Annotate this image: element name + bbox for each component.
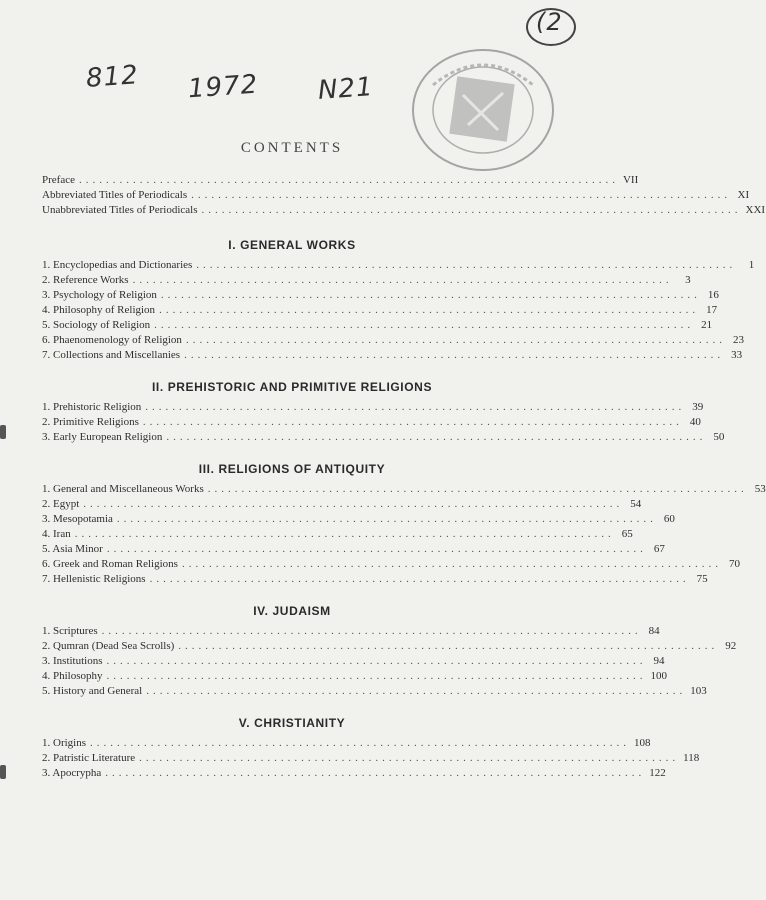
toc-page-number: 103: [690, 685, 707, 697]
toc-page-number: 60: [663, 513, 675, 525]
dot-leader: ................................................................................: [145, 401, 686, 413]
dot-leader: ................................................................................: [160, 289, 701, 301]
toc-entry-row: [42, 640, 737, 655]
toc-page-number: 118: [683, 752, 700, 764]
toc-page-number: 23: [732, 334, 744, 346]
dot-leader: ................................................................................: [178, 640, 719, 652]
toc-page-number: 65: [621, 528, 633, 540]
handwritten-corner-mark: (2: [536, 8, 563, 36]
toc-page-number: 92: [725, 640, 737, 652]
dot-leader: ................................................................................: [181, 558, 722, 570]
dot-leader: ................................................................................: [74, 528, 615, 540]
dot-leader: ................................................................................: [105, 767, 646, 779]
toc-page-number: 21: [701, 319, 713, 331]
toc-entry-title: 4. Iran: [42, 528, 71, 540]
toc-entry-row: [42, 655, 665, 670]
dot-leader: ................................................................................: [196, 259, 737, 271]
toc-page-number: 1: [748, 259, 755, 271]
toc-entry-title: 1. General and Miscellaneous Works: [42, 483, 204, 495]
toc-entry-title: 1. Encyclopedias and Dictionaries: [42, 259, 193, 271]
toc-page-number: 75: [696, 573, 708, 585]
toc-entry-title: 3. Institutions: [42, 655, 103, 667]
toc-page-number: 122: [649, 767, 666, 779]
toc-page-number: 53: [754, 483, 766, 495]
toc-entry-title: Preface: [42, 174, 75, 186]
section-heading: II. PREHISTORIC AND PRIMITIVE RELIGIONS: [151, 380, 433, 394]
toc-page-number: VII: [622, 174, 639, 186]
toc-entry-row: [42, 752, 700, 767]
toc-page-number: 39: [692, 401, 704, 413]
toc-page-number: XXI: [745, 204, 766, 216]
toc-front-matter-row: [42, 189, 750, 204]
toc-page-number: 70: [728, 558, 740, 570]
toc-entry-title: 2. Egypt: [42, 498, 80, 510]
toc-page-number: 3: [685, 274, 691, 286]
toc-entry-row: [42, 543, 665, 558]
toc-front-matter-row: [42, 174, 639, 189]
toc-entry-row: [42, 334, 744, 349]
handwritten-note-year: 1972: [187, 69, 260, 105]
dot-leader: ................................................................................: [106, 655, 647, 667]
dot-leader: ................................................................................: [159, 304, 700, 316]
section-heading: IV. JUDAISM: [253, 604, 331, 618]
toc-entry-title: 6. Phaenomenology of Religion: [42, 334, 182, 346]
dot-leader: ................................................................................: [146, 685, 687, 697]
toc-page-number: 100: [650, 670, 668, 682]
toc-entry-row: [42, 573, 708, 588]
dot-leader: ................................................................................: [101, 625, 642, 637]
toc-page-number: 67: [653, 543, 665, 555]
toc-entry-title: 2. Primitive Religions: [42, 416, 139, 428]
toc-page-number: 40: [689, 416, 701, 428]
toc-entry-title: 5. Asia Minor: [42, 543, 103, 555]
toc-entry-title: 5. Sociology of Religion: [42, 319, 151, 331]
dot-leader: ................................................................................: [191, 189, 732, 201]
dot-leader: ................................................................................: [106, 543, 647, 555]
toc-entry-row: [42, 498, 642, 513]
dot-leader: ................................................................................: [116, 513, 657, 525]
toc-entry-row: [42, 349, 743, 364]
toc-entry-title: 5. History and General: [42, 685, 143, 697]
toc-entry-row: [42, 259, 755, 274]
toc-entry-row: [42, 625, 660, 640]
dot-leader: ................................................................................: [106, 670, 647, 682]
section-heading: V. CHRISTIANITY: [238, 716, 346, 730]
page-title: CONTENTS: [240, 140, 344, 156]
dot-leader: ................................................................................: [139, 752, 680, 764]
toc-page-number: XI: [737, 189, 750, 201]
toc-entry-row: [42, 319, 713, 334]
toc-page-number: 33: [731, 349, 743, 361]
section-heading: I. GENERAL WORKS: [228, 238, 356, 252]
dot-leader: ................................................................................: [184, 349, 725, 361]
toc-page-number: 17: [706, 304, 718, 316]
toc-entry-row: [42, 416, 701, 431]
toc-entry-row: [42, 483, 766, 498]
toc-entry-title: 3. Apocrypha: [42, 767, 102, 779]
toc-entry-row: [42, 528, 633, 543]
toc-entry-row: [42, 431, 725, 446]
toc-page-number: 16: [707, 289, 719, 301]
toc-entry-title: 2. Patristic Literature: [42, 752, 136, 764]
toc-entry-row: [42, 274, 691, 289]
dot-leader: ................................................................................: [132, 274, 673, 286]
toc-entry-row: [42, 401, 704, 416]
toc-entry-title: 1. Scriptures: [42, 625, 98, 637]
toc-entry-row: [42, 767, 666, 782]
dot-leader: ................................................................................: [90, 737, 630, 749]
toc-entry-title: 1. Origins: [42, 737, 86, 749]
dot-leader: ................................................................................: [185, 334, 726, 346]
toc-entry-row: [42, 737, 651, 752]
toc-entry-title: 2. Reference Works: [42, 274, 129, 286]
toc-entry-title: 3. Mesopotamia: [42, 513, 113, 525]
toc-page-number: 94: [653, 655, 665, 667]
toc-front-matter-row: [42, 204, 766, 219]
toc-entry-title: 7. Hellenistic Religions: [42, 573, 146, 585]
dot-leader: ................................................................................: [166, 431, 707, 443]
toc-entry-row: [42, 304, 718, 319]
dot-leader: ................................................................................: [142, 416, 683, 428]
dot-leader: ................................................................................: [201, 204, 742, 216]
toc-entry-row: [42, 513, 675, 528]
toc-entry-row: [42, 670, 668, 685]
toc-entry-title: 2. Qumran (Dead Sea Scrolls): [42, 640, 175, 652]
section-heading: III. RELIGIONS OF ANTIQUITY: [198, 462, 386, 476]
toc-page-number: 50: [713, 431, 725, 443]
toc-page-number: 108: [634, 737, 651, 749]
toc-entry-title: 1. Prehistoric Religion: [42, 401, 142, 413]
toc-entry-row: [42, 558, 740, 573]
toc-entry-title: 7. Collections and Miscellanies: [42, 349, 181, 361]
handwritten-note-code: N21: [317, 72, 375, 106]
toc-entry-title: 3. Early European Religion: [42, 431, 163, 443]
dot-leader: ................................................................................: [78, 174, 619, 186]
dot-leader: ................................................................................: [207, 483, 748, 495]
toc-entry-title: Abbreviated Titles of Periodicals: [42, 189, 188, 201]
page-edge-mark: [0, 425, 6, 439]
dot-leader: ................................................................................: [149, 573, 690, 585]
toc-entry-title: 6. Greek and Roman Religions: [42, 558, 178, 570]
toc-entry-row: [42, 289, 719, 304]
toc-entry-title: 4. Philosophy: [42, 670, 103, 682]
handwritten-note-number: 812: [85, 60, 140, 94]
dot-leader: ................................................................................: [83, 498, 624, 510]
page-edge-mark: [0, 765, 6, 779]
toc-entry-title: Unabbreviated Titles of Periodicals: [42, 204, 198, 216]
dot-leader: ................................................................................: [154, 319, 695, 331]
toc-entry-title: 3. Psychology of Religion: [42, 289, 157, 301]
toc-page-number: 54: [630, 498, 642, 510]
toc-page-number: 84: [648, 625, 660, 637]
toc-entry-row: [42, 685, 707, 700]
toc-entry-title: 4. Philosophy of Religion: [42, 304, 156, 316]
